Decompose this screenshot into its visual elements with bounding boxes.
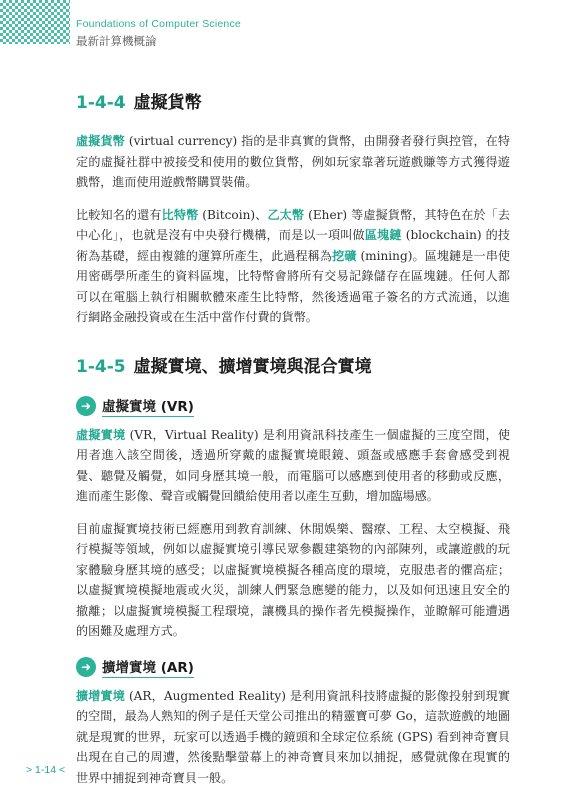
page-number: > 1-14 <	[26, 764, 66, 776]
book-title-chinese: 最新計算機概論	[76, 34, 157, 48]
section-heading-1-4-5	[76, 352, 510, 377]
subheading-label: 擴增實境 (AR)	[102, 656, 194, 678]
paragraph-text: (virtual currency) 指的是非真實的貨幣，由開發者發行與控管，在特定的虛擬社群中被接受和使用的數位貨幣，例如玩家靠著玩遊戲賺等方式獲得遊戲幣，進而使用遊戲幣購買裝備。	[76, 134, 510, 189]
term-ether: 乙太幣	[267, 207, 305, 222]
paragraph-text: (Bitcoin)、	[198, 207, 268, 222]
subheading-ar	[76, 656, 510, 678]
paragraph-text: (AR，Augmented Reality) 是利用資訊科技將虛擬的影像投射到現實的空間，最為人熟知的例子是任天堂公司推出的精靈寶可夢 Go，這款遊戲的地圖就是現實的世界，玩家可以透過手機的鏡頭和全球定位系統 (GPS) 看到神奇寶貝出現在自己的周遭，然後點擊螢幕上的神奇寶貝來加以捕捉，感覺就像在現實的世界中捕捉到神奇寶貝一般。	[76, 688, 510, 785]
section-title: 虛擬貨幣	[133, 93, 202, 113]
term-augmented-reality: 擴增實境	[76, 688, 125, 703]
running-header	[76, 18, 241, 49]
paragraph-ar-definition	[76, 686, 510, 789]
section-number: 1-4-4	[76, 93, 126, 113]
paragraph-vr-applications: 目前虛擬實境技術已經應用到教育訓練、休閒娛樂、醫療、工程、太空模擬、飛行模擬等領域，例如以虛擬實境引導民眾參觀建築物的內部陳列，或讓遊戲的玩家體驗身歷其境的感受；以虛擬實境模擬各種高度的環境，克服患者的懼高症；以虛擬實境模擬地震或火災，訓練人們緊急應變的能力，以及如何迅速且安全的撤離；以虛擬實境模擬工程環境，讓機具的操作者先模擬操作，並瞭解可能遭遇的困難及處理方式。	[76, 521, 510, 638]
paragraph-text: (mining)。區塊鏈是一串使用密碼學所產生的資料區塊，比特幣會將所有交易記錄儲存在區塊鏈。任何人都可以在電腦上執行相關軟體來產生比特幣，然後透過電子簽名的方式流通，以進行網路金融投資或在生活中當作付費的貨幣。	[76, 248, 510, 324]
term-blockchain: 區塊鏈	[364, 228, 402, 242]
paragraph-virtual-currency	[76, 131, 510, 193]
section-number: 1-4-5	[76, 356, 126, 377]
term-mining: 挖礦	[332, 248, 357, 263]
paragraph-text: (Eher) 等虛擬貨幣，其特色在於「去中心化」，也就是沒有中央發行機構，而是以一項叫做	[76, 207, 510, 242]
paragraph-vr-definition	[76, 425, 510, 507]
term-bitcoin: 比特幣	[161, 207, 199, 222]
corner-pattern	[0, 0, 70, 44]
book-title-english: Foundations of Computer Science	[76, 18, 241, 30]
paragraph-text: (VR，Virtual Reality) 是利用資訊科技產生一個虛擬的三度空間，使用者進入該空間後，透過所穿戴的虛擬實境眼鏡、頭盔或感應手套會感受到視覺、聽覺及觸覺，如同身歷其境一般，而電腦可以感應到使用者的移動或反應，進而產生影像、聲音或觸覺回饋給使用者以產生互動，增加臨場感。	[76, 427, 510, 503]
term-virtual-currency: 虛擬貨幣	[76, 134, 125, 148]
paragraph-bitcoin	[76, 205, 510, 328]
arrow-right-icon: ➜	[76, 657, 96, 677]
paragraph-text: 比較知名的還有	[76, 207, 162, 222]
section-title: 虛擬實境、擴增實境與混合實境	[133, 356, 372, 377]
arrow-right-icon: ➜	[76, 396, 96, 416]
main-content	[76, 88, 510, 788]
subheading-label: 虛擬實境 (VR)	[102, 395, 194, 417]
subheading-vr	[76, 395, 510, 417]
term-virtual-reality: 虛擬實境	[76, 427, 126, 442]
section-heading-1-4-4	[76, 88, 510, 113]
paragraph-text: (blockchain) 的技術為基礎，經由複雜的運算所產生，此過程稱為	[76, 228, 510, 263]
